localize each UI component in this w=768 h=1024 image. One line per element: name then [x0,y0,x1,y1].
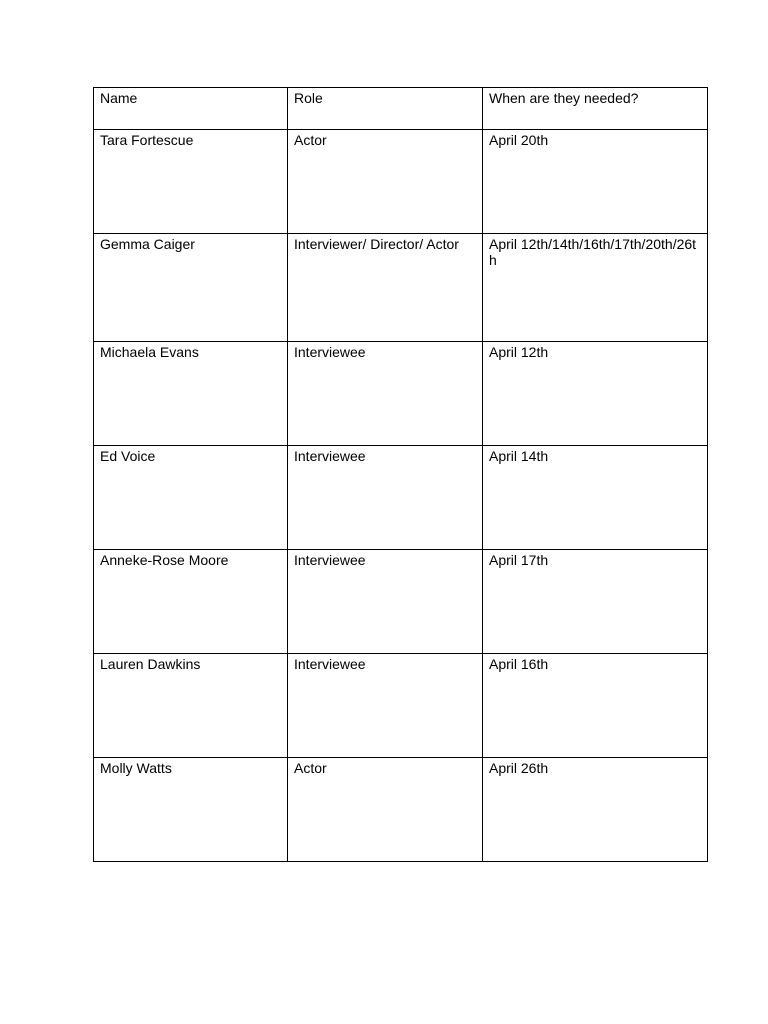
header-when: When are they needed? [483,88,708,130]
cell-when: April 14th [483,446,708,550]
cell-role: Interviewer/ Director/ Actor [288,234,483,342]
cell-role: Actor [288,130,483,234]
cell-role: Actor [288,758,483,862]
cell-when: April 12th [483,342,708,446]
header-name: Name [94,88,288,130]
schedule-table [93,87,708,862]
table-row [94,342,708,446]
cell-when: April 26th [483,758,708,862]
table-row [94,130,708,234]
cell-name: Tara Fortescue [94,130,288,234]
cell-when: April 16th [483,654,708,758]
cell-name: Molly Watts [94,758,288,862]
table-header-row [94,88,708,130]
cell-when: April 12th/14th/16th/17th/20th/26th [483,234,708,342]
cell-name: Anneke-Rose Moore [94,550,288,654]
cell-name: Lauren Dawkins [94,654,288,758]
table-row [94,758,708,862]
table-row [94,550,708,654]
cell-name: Gemma Caiger [94,234,288,342]
cell-when: April 17th [483,550,708,654]
cell-when: April 20th [483,130,708,234]
table-row [94,234,708,342]
table-row [94,446,708,550]
cell-name: Michaela Evans [94,342,288,446]
cell-role: Interviewee [288,342,483,446]
cell-name: Ed Voice [94,446,288,550]
header-role: Role [288,88,483,130]
cell-role: Interviewee [288,550,483,654]
cell-role: Interviewee [288,446,483,550]
table-row [94,654,708,758]
cell-role: Interviewee [288,654,483,758]
